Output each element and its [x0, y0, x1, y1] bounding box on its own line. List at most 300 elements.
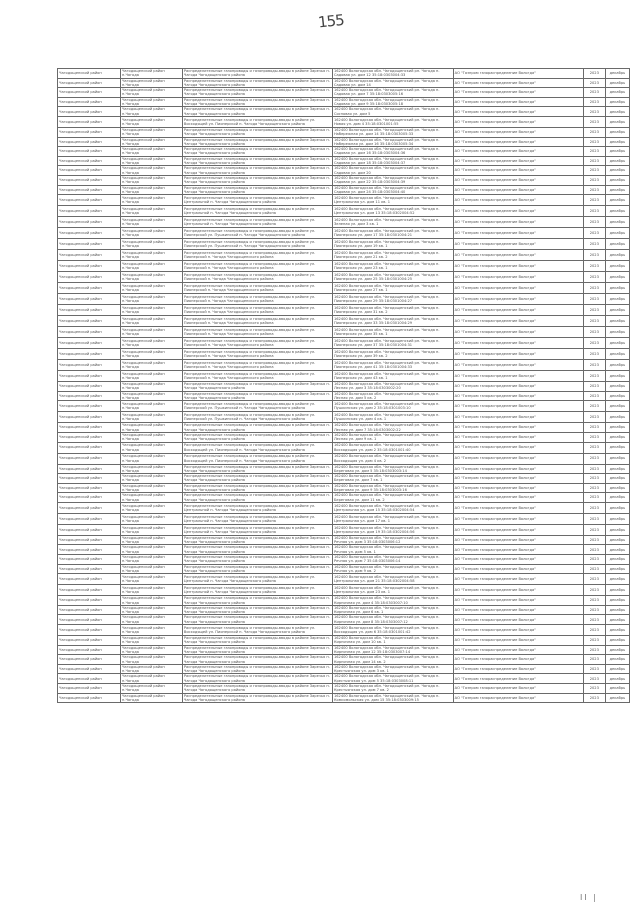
district-cell: Чагодощенский район: [58, 371, 121, 382]
owner-cell: АО "Газпром газораспределение Вологда": [453, 412, 583, 423]
year-cell: 2023: [583, 524, 605, 535]
table-row: [58, 250, 630, 261]
settlement-cell: Чагодощенский район п.Чагода: [120, 684, 182, 694]
year-cell: 2023: [583, 349, 605, 360]
year-cell: 2023: [583, 371, 605, 382]
settlement-cell: Чагодощенский район п.Чагода: [120, 116, 182, 127]
year-cell: 2023: [583, 574, 605, 585]
year-cell: 2023: [583, 250, 605, 261]
table-row: [58, 564, 630, 574]
owner-cell: АО "Газпром газораспределение Вологда": [453, 250, 583, 261]
owner-cell: АО "Газпром газораспределение Вологда": [453, 655, 583, 665]
month-cell: декабрь: [605, 524, 629, 535]
month-cell: декабрь: [605, 564, 629, 574]
year-cell: 2023: [583, 464, 605, 474]
table-row: [58, 217, 630, 228]
settlement-cell: Чагодощенский район п.Чагода: [120, 127, 182, 137]
district-cell: Чагодощенский район: [58, 127, 121, 137]
object-name-cell: Распределительные газопроводы и газопроводы-вводы в районе ул. Центральной п. Чагода Чагодощенского района: [182, 513, 332, 524]
object-name-cell: Распределительные газопроводы и газопроводы-вводы в районе Заречья п. Чагода Чагодощенского района: [182, 382, 332, 392]
address-cell: 162400 Вологодская обл. Чагодощенский рн. Чагода п. Центральная ул. дом 23 кв. 1: [332, 585, 453, 596]
district-cell: Чагодощенский район: [58, 97, 121, 107]
district-cell: Чагодощенский район: [58, 88, 121, 98]
object-name-cell: Распределительные газопроводы и газопроводы-вводы в районе Заречья п. Чагода Чагодощенского района: [182, 655, 332, 665]
owner-cell: АО "Газпром газораспределение Вологда": [453, 305, 583, 316]
owner-cell: АО "Газпром газораспределение Вологда": [453, 217, 583, 228]
object-name-cell: Распределительные газопроводы и газопроводы-вводы в районе Заречья п. Чагода Чагодощенского района: [182, 185, 332, 195]
table-row: [58, 294, 630, 305]
address-cell: 162400 Вологодская обл. Чагодощенский рн. Чагода п. Садовая ул. дом 12 35:18:0303004:33: [332, 69, 453, 79]
year-cell: 2023: [583, 217, 605, 228]
owner-cell: АО "Газпром газораспределение Вологда": [453, 283, 583, 294]
district-cell: Чагодощенский район: [58, 615, 121, 625]
address-cell: 162400 Вологодская обл. Чагодощенский рн. Чагода п. Восходящая ул. дом 6 35:18:0301001:42: [332, 625, 453, 636]
district-cell: Чагодощенский район: [58, 605, 121, 615]
address-cell: 162400 Вологодская обл. Чагодощенский рн. Чагода п. Пионерская ул. дом 17 35:18:0301004:21: [332, 228, 453, 239]
table-row: [58, 239, 630, 250]
address-cell: 162400 Вологодская обл. Чагодощенский рн. Чагода п. Центральная ул. дом 17 кв. 1: [332, 513, 453, 524]
owner-cell: АО "Газпром газораспределение Вологда": [453, 555, 583, 565]
owner-cell: АО "Газпром газораспределение Вологда": [453, 524, 583, 535]
owner-cell: АО "Газпром газораспределение Вологда": [453, 636, 583, 646]
address-cell: 162400 Вологодская обл. Чагодощенский рн. Чагода п. Восходящая ул. дом 2 35:18:0301001:40: [332, 442, 453, 453]
month-cell: декабрь: [605, 464, 629, 474]
month-cell: декабрь: [605, 250, 629, 261]
year-cell: 2023: [583, 360, 605, 371]
settlement-cell: Чагодощенский район п.Чагода: [120, 401, 182, 412]
month-cell: декабрь: [605, 137, 629, 147]
address-cell: 162400 Вологодская обл. Чагодощенский рн. Чагода п. Речная ул. дом 7 35:18:0303006:14: [332, 555, 453, 565]
district-cell: Чагодощенский район: [58, 474, 121, 484]
settlement-cell: Чагодощенский район п.Чагода: [120, 228, 182, 239]
district-cell: Чагодощенский район: [58, 166, 121, 176]
gas-pipeline-registry-table: [57, 68, 630, 703]
owner-cell: АО "Газпром газораспределение Вологда": [453, 294, 583, 305]
month-cell: декабрь: [605, 206, 629, 217]
table-row: [58, 453, 630, 464]
month-cell: декабрь: [605, 156, 629, 166]
table-row: [58, 78, 630, 88]
owner-cell: АО "Газпром газораспределение Вологда": [453, 684, 583, 694]
district-cell: Чагодощенский район: [58, 645, 121, 655]
table-row: [58, 674, 630, 684]
object-name-cell: Распределительные газопроводы и газопроводы-вводы в районе Заречья п. Чагода Чагодощенского района: [182, 535, 332, 545]
table-row: [58, 464, 630, 474]
owner-cell: АО "Газпром газораспределение Вологда": [453, 502, 583, 513]
month-cell: декабрь: [605, 502, 629, 513]
address-cell: 162400 Вологодская обл. Чагодощенский рн. Чагода п. Лесная ул. дом 3 35:18:0303002:20: [332, 382, 453, 392]
table-row: [58, 147, 630, 157]
table-row: [58, 684, 630, 694]
settlement-cell: Чагодощенский район п.Чагода: [120, 250, 182, 261]
year-cell: 2023: [583, 283, 605, 294]
settlement-cell: Чагодощенский район п.Чагода: [120, 655, 182, 665]
district-cell: Чагодощенский район: [58, 360, 121, 371]
object-name-cell: Распределительные газопроводы и газопроводы-вводы в районе ул. Пионерской п. Чагода Чагодощенского района: [182, 316, 332, 327]
month-cell: декабрь: [605, 674, 629, 684]
year-cell: 2023: [583, 239, 605, 250]
object-name-cell: Распределительные газопроводы и газопроводы-вводы в районе Заречья п. Чагода Чагодощенского района: [182, 127, 332, 137]
object-name-cell: Распределительные газопроводы и газопроводы-вводы в районе Заречья п. Чагода Чагодощенского района: [182, 605, 332, 615]
settlement-cell: Чагодощенский район п.Чагода: [120, 412, 182, 423]
month-cell: декабрь: [605, 423, 629, 433]
settlement-cell: Чагодощенский район п.Чагода: [120, 596, 182, 606]
month-cell: декабрь: [605, 412, 629, 423]
year-cell: 2023: [583, 605, 605, 615]
district-cell: Чагодощенский район: [58, 502, 121, 513]
owner-cell: АО "Газпром газораспределение Вологда": [453, 195, 583, 206]
object-name-cell: Распределительные газопроводы и газопроводы-вводы в районе ул. Пионерской п. Чагода Чагодощенского района: [182, 305, 332, 316]
settlement-cell: Чагодощенский район п.Чагода: [120, 474, 182, 484]
object-name-cell: Распределительные газопроводы и газопроводы-вводы в районе Заречья п. Чагода Чагодощенского района: [182, 596, 332, 606]
month-cell: декабрь: [605, 645, 629, 655]
year-cell: 2023: [583, 327, 605, 338]
month-cell: декабрь: [605, 655, 629, 665]
owner-cell: АО "Газпром газораспределение Вологда": [453, 69, 583, 79]
owner-cell: АО "Газпром газораспределение Вологда": [453, 327, 583, 338]
object-name-cell: Распределительные газопроводы и газопроводы-вводы в районе ул. Пионерской п. Чагода Чагодощенского района: [182, 371, 332, 382]
district-cell: Чагодощенский район: [58, 349, 121, 360]
address-cell: 162400 Вологодская обл. Чагодощенский рн. Чагода п. Центральная ул. дом 21 35:18:0302004:58: [332, 574, 453, 585]
district-cell: Чагодощенский район: [58, 564, 121, 574]
settlement-cell: Чагодощенский район п.Чагода: [120, 524, 182, 535]
table-row: [58, 615, 630, 625]
table-row: [58, 371, 630, 382]
owner-cell: АО "Газпром газораспределение Вологда": [453, 596, 583, 606]
district-cell: Чагодощенский район: [58, 684, 121, 694]
year-cell: 2023: [583, 442, 605, 453]
object-name-cell: Распределительные газопроводы и газопроводы-вводы в районе ул. Пионерской п. Чагода Чагодощенского района: [182, 250, 332, 261]
address-cell: 162400 Вологодская обл. Чагодощенский рн. Чагода п. Пионерская ул. дом 27 кв. 1: [332, 283, 453, 294]
month-cell: декабрь: [605, 316, 629, 327]
object-name-cell: Распределительные газопроводы и газопроводы-вводы в районе ул. Пионерской п. Чагода Чагодощенского района: [182, 294, 332, 305]
settlement-cell: Чагодощенский район п.Чагода: [120, 423, 182, 433]
year-cell: 2023: [583, 401, 605, 412]
object-name-cell: Распределительные газопроводы и газопроводы-вводы в районе ул. Центральной п. Чагода Чагодощенского района: [182, 206, 332, 217]
page-number: 155: [317, 10, 345, 32]
table-row: [58, 272, 630, 283]
owner-cell: АО "Газпром газораспределение Вологда": [453, 432, 583, 442]
owner-cell: АО "Газпром газораспределение Вологда": [453, 88, 583, 98]
table-row: [58, 502, 630, 513]
month-cell: декабрь: [605, 147, 629, 157]
year-cell: 2023: [583, 423, 605, 433]
address-cell: 162400 Вологодская обл. Чагодощенский рн. Чагода п. Кирпичная ул. дом 14 кв. 2: [332, 655, 453, 665]
table-row: [58, 625, 630, 636]
address-cell: 162400 Вологодская обл. Чагодощенский рн. Чагода п. Центральная ул. дом 15 35:18:0302004:54: [332, 502, 453, 513]
object-name-cell: Распределительные газопроводы и газопроводы-вводы в районе Заречья п. Чагода Чагодощенского района: [182, 483, 332, 493]
table-row: [58, 585, 630, 596]
owner-cell: АО "Газпром газораспределение Вологда": [453, 360, 583, 371]
year-cell: 2023: [583, 78, 605, 88]
owner-cell: АО "Газпром газораспределение Вологда": [453, 664, 583, 674]
district-cell: Чагодощенский район: [58, 674, 121, 684]
address-cell: 162400 Вологодская обл. Чагодощенский рн. Чагода п. Сосновая ул. дом 5: [332, 107, 453, 117]
settlement-cell: Чагодощенский район п.Чагода: [120, 195, 182, 206]
month-cell: декабрь: [605, 327, 629, 338]
table-row: [58, 206, 630, 217]
object-name-cell: Распределительные газопроводы и газопроводы-вводы в районе Заречья п. Чагода Чагодощенского района: [182, 636, 332, 646]
month-cell: декабрь: [605, 338, 629, 349]
settlement-cell: Чагодощенский район п.Чагода: [120, 217, 182, 228]
district-cell: Чагодощенский район: [58, 69, 121, 79]
table-row: [58, 555, 630, 565]
owner-cell: АО "Газпром газораспределение Вологда": [453, 156, 583, 166]
object-name-cell: Распределительные газопроводы и газопроводы-вводы в районе Заречья п. Чагода Чагодощенского района: [182, 175, 332, 185]
year-cell: 2023: [583, 107, 605, 117]
owner-cell: АО "Газпром газораспределение Вологда": [453, 464, 583, 474]
district-cell: Чагодощенский район: [58, 442, 121, 453]
address-cell: 162400 Вологодская обл. Чагодощенский рн. Чагода п. Садовая ул. дом 16 35:18:0303004:36: [332, 147, 453, 157]
address-cell: 162400 Вологодская обл. Чагодощенский рн. Чагода п. Набережная ул. дом 14 35:18:0303005:33: [332, 127, 453, 137]
object-name-cell: Распределительные газопроводы и газопроводы-вводы в районе ул. Восходящей ул. Пионерской п. Чагода Чагодощенского района: [182, 453, 332, 464]
owner-cell: АО "Газпром газораспределение Вологда": [453, 474, 583, 484]
table-row: [58, 88, 630, 98]
address-cell: 162400 Вологодская обл. Чагодощенский рн. Чагода п. Садовая ул. дом 9 35:18:0303005:18: [332, 97, 453, 107]
object-name-cell: Распределительные газопроводы и газопроводы-вводы в районе Заречья п. Чагода Чагодощенского района: [182, 555, 332, 565]
district-cell: Чагодощенский район: [58, 305, 121, 316]
settlement-cell: Чагодощенский район п.Чагода: [120, 97, 182, 107]
object-name-cell: Распределительные газопроводы и газопроводы-вводы в районе ул. Центральной п. Чагода Чагодощенского района: [182, 574, 332, 585]
district-cell: Чагодощенский район: [58, 574, 121, 585]
table-row: [58, 360, 630, 371]
address-cell: 162400 Вологодская обл. Чагодощенский рн. Чагода п. Пионерская ул. дом 31 кв. 2: [332, 305, 453, 316]
settlement-cell: Чагодощенский район п.Чагода: [120, 535, 182, 545]
address-cell: 162400 Вологодская обл. Чагодощенский рн. Чагода п. Центральная ул. дом 19 35:18:0302004:56: [332, 524, 453, 535]
month-cell: декабрь: [605, 391, 629, 401]
address-cell: 162400 Вологодская обл. Чагодощенский рн. Чагода п. Крестьянская ул. дом 7 кв. 2: [332, 684, 453, 694]
owner-cell: АО "Газпром газораспределение Вологда": [453, 423, 583, 433]
address-cell: 162400 Вологодская обл. Чагодощенский рн. Чагода п. Садовая ул. дом 20: [332, 166, 453, 176]
table-row: [58, 195, 630, 206]
year-cell: 2023: [583, 684, 605, 694]
object-name-cell: Распределительные газопроводы и газопроводы-вводы в районе ул. Пионерской п. Чагода Чагодощенского района: [182, 327, 332, 338]
district-cell: Чагодощенский район: [58, 401, 121, 412]
district-cell: Чагодощенский район: [58, 596, 121, 606]
table-row: [58, 261, 630, 272]
settlement-cell: Чагодощенский район п.Чагода: [120, 185, 182, 195]
table-row: [58, 349, 630, 360]
table-row: [58, 664, 630, 674]
district-cell: Чагодощенский район: [58, 513, 121, 524]
district-cell: Чагодощенский район: [58, 217, 121, 228]
district-cell: Чагодощенский район: [58, 137, 121, 147]
table-row: [58, 483, 630, 493]
object-name-cell: Распределительные газопроводы и газопроводы-вводы в районе Заречья п. Чагода Чагодощенского района: [182, 69, 332, 79]
address-cell: 162400 Вологодская обл. Чагодощенский рн. Чагода п. Кирпичная ул. дом 10 кв. 1: [332, 636, 453, 646]
table-row: [58, 412, 630, 423]
month-cell: декабрь: [605, 432, 629, 442]
year-cell: 2023: [583, 664, 605, 674]
table-row: [58, 535, 630, 545]
month-cell: декабрь: [605, 116, 629, 127]
table-row: [58, 228, 630, 239]
settlement-cell: Чагодощенский район п.Чагода: [120, 693, 182, 703]
address-cell: 162400 Вологодская обл. Чагодощенский рн. Чагода п. Пушкинская ул. дом 4 кв. 1: [332, 412, 453, 423]
address-cell: 162400 Вологодская обл. Чагодощенский рн. Чагода п. Садовая ул. дом 24 35:18:0303004:40: [332, 185, 453, 195]
district-cell: Чагодощенский район: [58, 524, 121, 535]
owner-cell: АО "Газпром газораспределение Вологда": [453, 316, 583, 327]
month-cell: декабрь: [605, 555, 629, 565]
owner-cell: АО "Газпром газораспределение Вологда": [453, 615, 583, 625]
owner-cell: АО "Газпром газораспределение Вологда": [453, 574, 583, 585]
owner-cell: АО "Газпром газораспределение Вологда": [453, 535, 583, 545]
year-cell: 2023: [583, 636, 605, 646]
year-cell: 2023: [583, 596, 605, 606]
settlement-cell: Чагодощенский район п.Чагода: [120, 327, 182, 338]
year-cell: 2023: [583, 127, 605, 137]
address-cell: 162400 Вологодская обл. Чагодощенский рн. Чагода п. Береговая ул. дом 7 кв. 1: [332, 474, 453, 484]
settlement-cell: Чагодощенский район п.Чагода: [120, 283, 182, 294]
settlement-cell: Чагодощенский район п.Чагода: [120, 175, 182, 185]
object-name-cell: Распределительные газопроводы и газопроводы-вводы в районе Заречья п. Чагода Чагодощенского района: [182, 107, 332, 117]
district-cell: Чагодощенский район: [58, 664, 121, 674]
table-row: [58, 442, 630, 453]
year-cell: 2023: [583, 382, 605, 392]
owner-cell: АО "Газпром газораспределение Вологда": [453, 382, 583, 392]
month-cell: декабрь: [605, 684, 629, 694]
address-cell: 162400 Вологодская обл. Чагодощенский рн. Чагода п. Пионерская ул. дом 33 35:18:0301004:29: [332, 316, 453, 327]
month-cell: декабрь: [605, 78, 629, 88]
object-name-cell: Распределительные газопроводы и газопроводы-вводы в районе Заречья п. Чагода Чагодощенского района: [182, 684, 332, 694]
month-cell: декабрь: [605, 349, 629, 360]
owner-cell: АО "Газпром газораспределение Вологда": [453, 545, 583, 555]
month-cell: декабрь: [605, 483, 629, 493]
year-cell: 2023: [583, 156, 605, 166]
object-name-cell: Распределительные газопроводы и газопроводы-вводы в районе ул. Пионерской ул. Пушкинской п. Чагода Чагодощенского района: [182, 412, 332, 423]
object-name-cell: Распределительные газопроводы и газопроводы-вводы в районе Заречья п. Чагода Чагодощенского района: [182, 645, 332, 655]
year-cell: 2023: [583, 545, 605, 555]
month-cell: декабрь: [605, 605, 629, 615]
table-row: [58, 493, 630, 503]
month-cell: декабрь: [605, 513, 629, 524]
district-cell: Чагодощенский район: [58, 272, 121, 283]
table-row: [58, 166, 630, 176]
object-name-cell: Распределительные газопроводы и газопроводы-вводы в районе ул. Пионерской п. Чагода Чагодощенского района: [182, 283, 332, 294]
object-name-cell: Распределительные газопроводы и газопроводы-вводы в районе ул. Центральной п. Чагода Чагодощенского района: [182, 217, 332, 228]
address-cell: 162400 Вологодская обл. Чагодощенский рн. Чагода п. Береговая ул. дом 9 35:18:0303003:16: [332, 483, 453, 493]
month-cell: декабрь: [605, 88, 629, 98]
district-cell: Чагодощенский район: [58, 316, 121, 327]
month-cell: декабрь: [605, 442, 629, 453]
object-name-cell: Распределительные газопроводы и газопроводы-вводы в районе Заречья п. Чагода Чагодощенского района: [182, 391, 332, 401]
settlement-cell: Чагодощенский район п.Чагода: [120, 574, 182, 585]
district-cell: Чагодощенский район: [58, 250, 121, 261]
month-cell: декабрь: [605, 693, 629, 703]
owner-cell: АО "Газпром газораспределение Вологда": [453, 513, 583, 524]
district-cell: Чагодощенский район: [58, 294, 121, 305]
table-row: [58, 327, 630, 338]
object-name-cell: Распределительные газопроводы и газопроводы-вводы в районе ул. Центральной п. Чагода Чагодощенского района: [182, 585, 332, 596]
district-cell: Чагодощенский район: [58, 655, 121, 665]
month-cell: декабрь: [605, 107, 629, 117]
footer-mark: II |: [580, 893, 598, 902]
object-name-cell: Распределительные газопроводы и газопроводы-вводы в районе ул. Пионерской п. Чагода Чагодощенского района: [182, 349, 332, 360]
owner-cell: АО "Газпром газораспределение Вологда": [453, 166, 583, 176]
month-cell: декабрь: [605, 127, 629, 137]
table-row: [58, 693, 630, 703]
district-cell: Чагодощенский район: [58, 535, 121, 545]
year-cell: 2023: [583, 674, 605, 684]
settlement-cell: Чагодощенский район п.Чагода: [120, 371, 182, 382]
district-cell: Чагодощенский район: [58, 156, 121, 166]
object-name-cell: Распределительные газопроводы и газопроводы-вводы в районе Заречья п. Чагода Чагодощенского района: [182, 423, 332, 433]
object-name-cell: Распределительные газопроводы и газопроводы-вводы в районе Заречья п. Чагода Чагодощенского района: [182, 615, 332, 625]
object-name-cell: Распределительные газопроводы и газопроводы-вводы в районе Заречья п. Чагода Чагодощенского района: [182, 693, 332, 703]
settlement-cell: Чагодощенский район п.Чагода: [120, 391, 182, 401]
district-cell: Чагодощенский район: [58, 147, 121, 157]
settlement-cell: Чагодощенский район п.Чагода: [120, 545, 182, 555]
address-cell: 162400 Вологодская обл. Чагодощенский рн. Чагода п. Пионерская ул. дом 21 кв. 2: [332, 250, 453, 261]
object-name-cell: Распределительные газопроводы и газопроводы-вводы в районе Заречья п. Чагода Чагодощенского района: [182, 564, 332, 574]
address-cell: 162400 Вологодская обл. Чагодощенский рн. Чагода п. Пушкинская ул. дом 2 35:18:0301003:10: [332, 401, 453, 412]
owner-cell: АО "Газпром газораспределение Вологда": [453, 493, 583, 503]
year-cell: 2023: [583, 483, 605, 493]
settlement-cell: Чагодощенский район п.Чагода: [120, 502, 182, 513]
object-name-cell: Распределительные газопроводы и газопроводы-вводы в районе ул. Пионерской п. Чагода Чагодощенского района: [182, 360, 332, 371]
settlement-cell: Чагодощенский район п.Чагода: [120, 305, 182, 316]
month-cell: декабрь: [605, 305, 629, 316]
address-cell: 162400 Вологодская обл. Чагодощенский рн. Чагода п. Центральная ул. дом 13 35:18:0302004:52: [332, 206, 453, 217]
settlement-cell: Чагодощенский район п.Чагода: [120, 636, 182, 646]
object-name-cell: Распределительные газопроводы и газопроводы-вводы в районе ул. Центральной п. Чагода Чагодощенского района: [182, 195, 332, 206]
month-cell: декабрь: [605, 535, 629, 545]
year-cell: 2023: [583, 175, 605, 185]
object-name-cell: Распределительные газопроводы и газопроводы-вводы в районе ул. Центральной п. Чагода Чагодощенского района: [182, 502, 332, 513]
district-cell: Чагодощенский район: [58, 175, 121, 185]
object-name-cell: Распределительные газопроводы и газопроводы-вводы в районе Заречья п. Чагода Чагодощенского района: [182, 156, 332, 166]
table-row: [58, 185, 630, 195]
address-cell: 162400 Вологодская обл. Чагодощенский рн. Чагода п. Лесная ул. дом 5 кв. 2: [332, 391, 453, 401]
object-name-cell: Распределительные газопроводы и газопроводы-вводы в районе ул. Пионерской п. Чагода Чагодощенского района: [182, 272, 332, 283]
address-cell: 162400 Вологодская обл. Чагодощенский рн. Чагода п. Пионерская ул. дом 29 35:18:0301004:27: [332, 294, 453, 305]
table-row: [58, 283, 630, 294]
settlement-cell: Чагодощенский район п.Чагода: [120, 464, 182, 474]
table-body: [58, 69, 630, 703]
year-cell: 2023: [583, 261, 605, 272]
year-cell: 2023: [583, 69, 605, 79]
district-cell: Чагодощенский район: [58, 585, 121, 596]
table-row: [58, 137, 630, 147]
district-cell: Чагодощенский район: [58, 261, 121, 272]
table-row: [58, 116, 630, 127]
address-cell: 162400 Вологодская обл. Чагодощенский рн. Чагода п. Кирпичная ул. дом 6 кв. 1: [332, 605, 453, 615]
settlement-cell: Чагодощенский район п.Чагода: [120, 261, 182, 272]
district-cell: Чагодощенский район: [58, 493, 121, 503]
owner-cell: АО "Газпром газораспределение Вологда": [453, 585, 583, 596]
year-cell: 2023: [583, 294, 605, 305]
object-name-cell: Распределительные газопроводы и газопроводы-вводы в районе ул. Пионерской п. Чагода Чагодощенского района: [182, 338, 332, 349]
address-cell: 162400 Вологодская обл. Чагодощенский рн. Чагода п. Речная ул. дом 9 кв. 2: [332, 564, 453, 574]
district-cell: Чагодощенский район: [58, 453, 121, 464]
month-cell: декабрь: [605, 261, 629, 272]
owner-cell: АО "Газпром газораспределение Вологда": [453, 97, 583, 107]
year-cell: 2023: [583, 97, 605, 107]
owner-cell: АО "Газпром газораспределение Вологда": [453, 401, 583, 412]
table-row: [58, 474, 630, 484]
owner-cell: АО "Газпром газораспределение Вологда": [453, 564, 583, 574]
object-name-cell: Распределительные газопроводы и газопроводы-вводы в районе Заречья п. Чагода Чагодощенского района: [182, 432, 332, 442]
year-cell: 2023: [583, 564, 605, 574]
table-row: [58, 127, 630, 137]
year-cell: 2023: [583, 316, 605, 327]
owner-cell: АО "Газпром газораспределение Вологда": [453, 261, 583, 272]
address-cell: 162400 Вологодская обл. Чагодощенский рн. Чагода п. Речная ул. дом 3 35:18:0303006:12: [332, 535, 453, 545]
district-cell: Чагодощенский район: [58, 195, 121, 206]
year-cell: 2023: [583, 206, 605, 217]
district-cell: Чагодощенский район: [58, 625, 121, 636]
district-cell: Чагодощенский район: [58, 116, 121, 127]
